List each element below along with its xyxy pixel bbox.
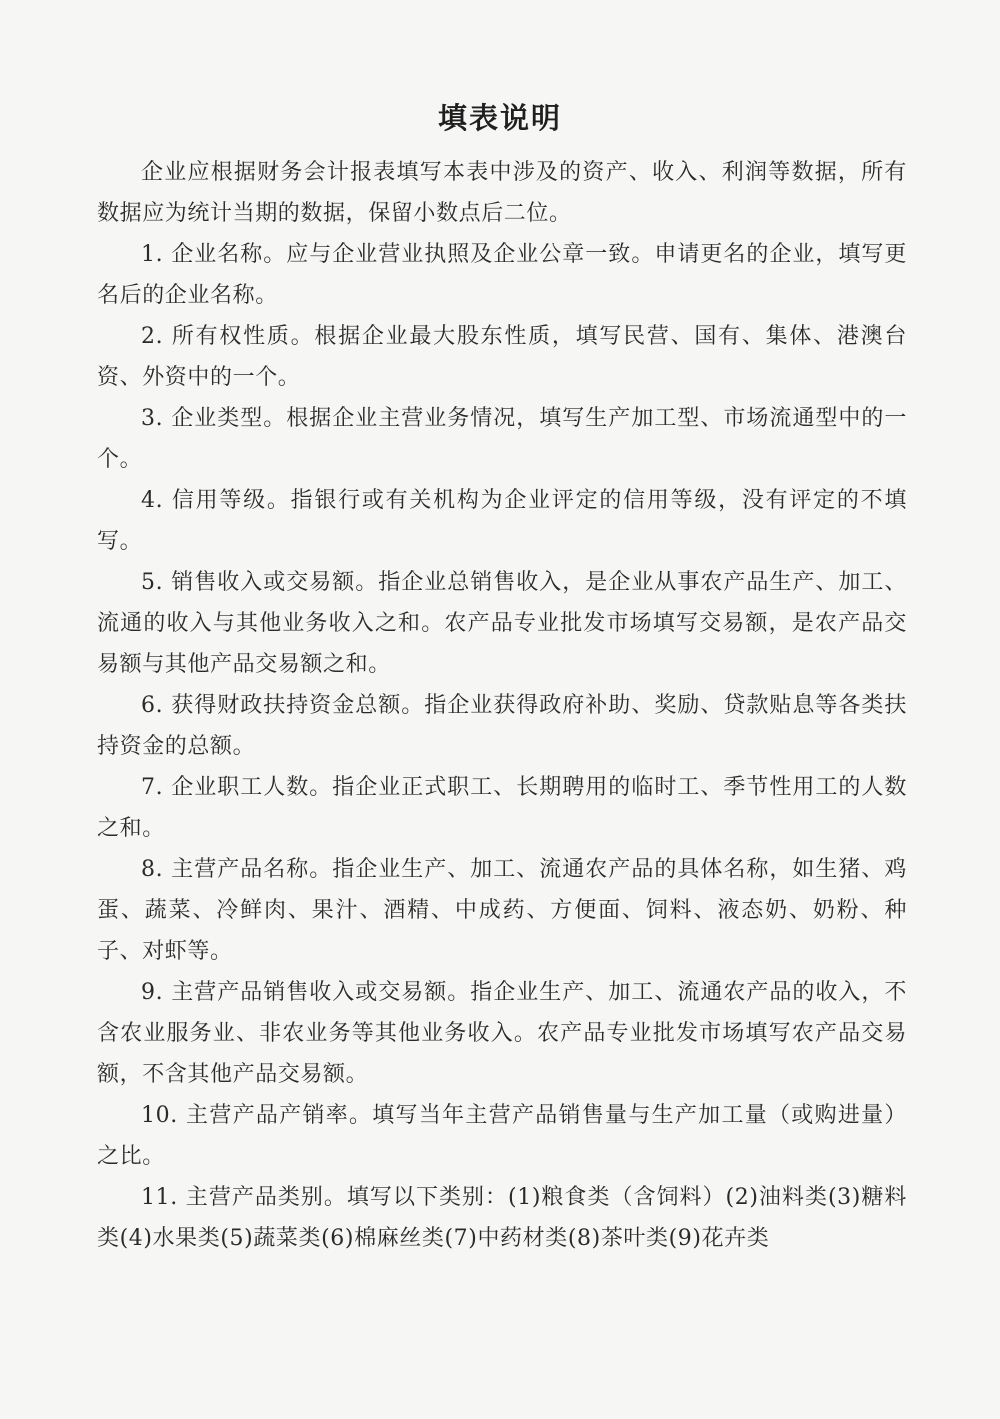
document-body [97,152,907,1259]
intro-paragraph: 企业应根据财务会计报表填写本表中涉及的资产、收入、利润等数据，所有数据应为统计当期的数据，保留小数点后二位。 [97,160,907,226]
item-11-paragraph: 11. 主营产品类别。填写以下类别：(1)粮食类（含饲料）(2)油料类(3)糖料类(4)水果类(5)蔬菜类(6)棉麻丝类(7)中药材类(8)茶叶类(9)花卉类 [97,1185,907,1251]
item-8-paragraph: 8. 主营产品名称。指企业生产、加工、流通农产品的具体名称，如生猪、鸡蛋、蔬菜、冷鲜肉、果汁、酒精、中成药、方便面、饲料、液态奶、奶粉、种子、对虾等。 [97,857,907,964]
item-4-paragraph: 4. 信用等级。指银行或有关机构为企业评定的信用等级，没有评定的不填写。 [97,488,907,554]
page-title: 填表说明 [437,101,562,135]
item-1-paragraph: 1. 企业名称。应与企业营业执照及企业公章一致。申请更名的企业，填写更名后的企业名称。 [97,242,907,308]
item-7-paragraph: 7. 企业职工人数。指企业正式职工、长期聘用的临时工、季节性用工的人数之和。 [97,775,907,841]
item-3-paragraph: 3. 企业类型。根据企业主营业务情况，填写生产加工型、市场流通型中的一个。 [97,406,907,472]
item-9-paragraph: 9. 主营产品销售收入或交易额。指企业生产、加工、流通农产品的收入，不含农业服务业、非农业务等其他业务收入。农产品专业批发市场填写农产品交易额，不含其他产品交易额。 [97,980,907,1087]
item-10-paragraph: 10. 主营产品产销率。填写当年主营产品销售量与生产加工量（或购进量）之比。 [97,1103,907,1169]
item-2-paragraph: 2. 所有权性质。根据企业最大股东性质，填写民营、国有、集体、港澳台资、外资中的一个。 [97,324,907,390]
item-6-paragraph: 6. 获得财政扶持资金总额。指企业获得政府补助、奖励、贷款贴息等各类扶持资金的总额。 [97,693,907,759]
item-5-paragraph: 5. 销售收入或交易额。指企业总销售收入，是企业从事农产品生产、加工、流通的收入与其他业务收入之和。农产品专业批发市场填写交易额，是农产品交易额与其他产品交易额之和。 [97,570,907,677]
